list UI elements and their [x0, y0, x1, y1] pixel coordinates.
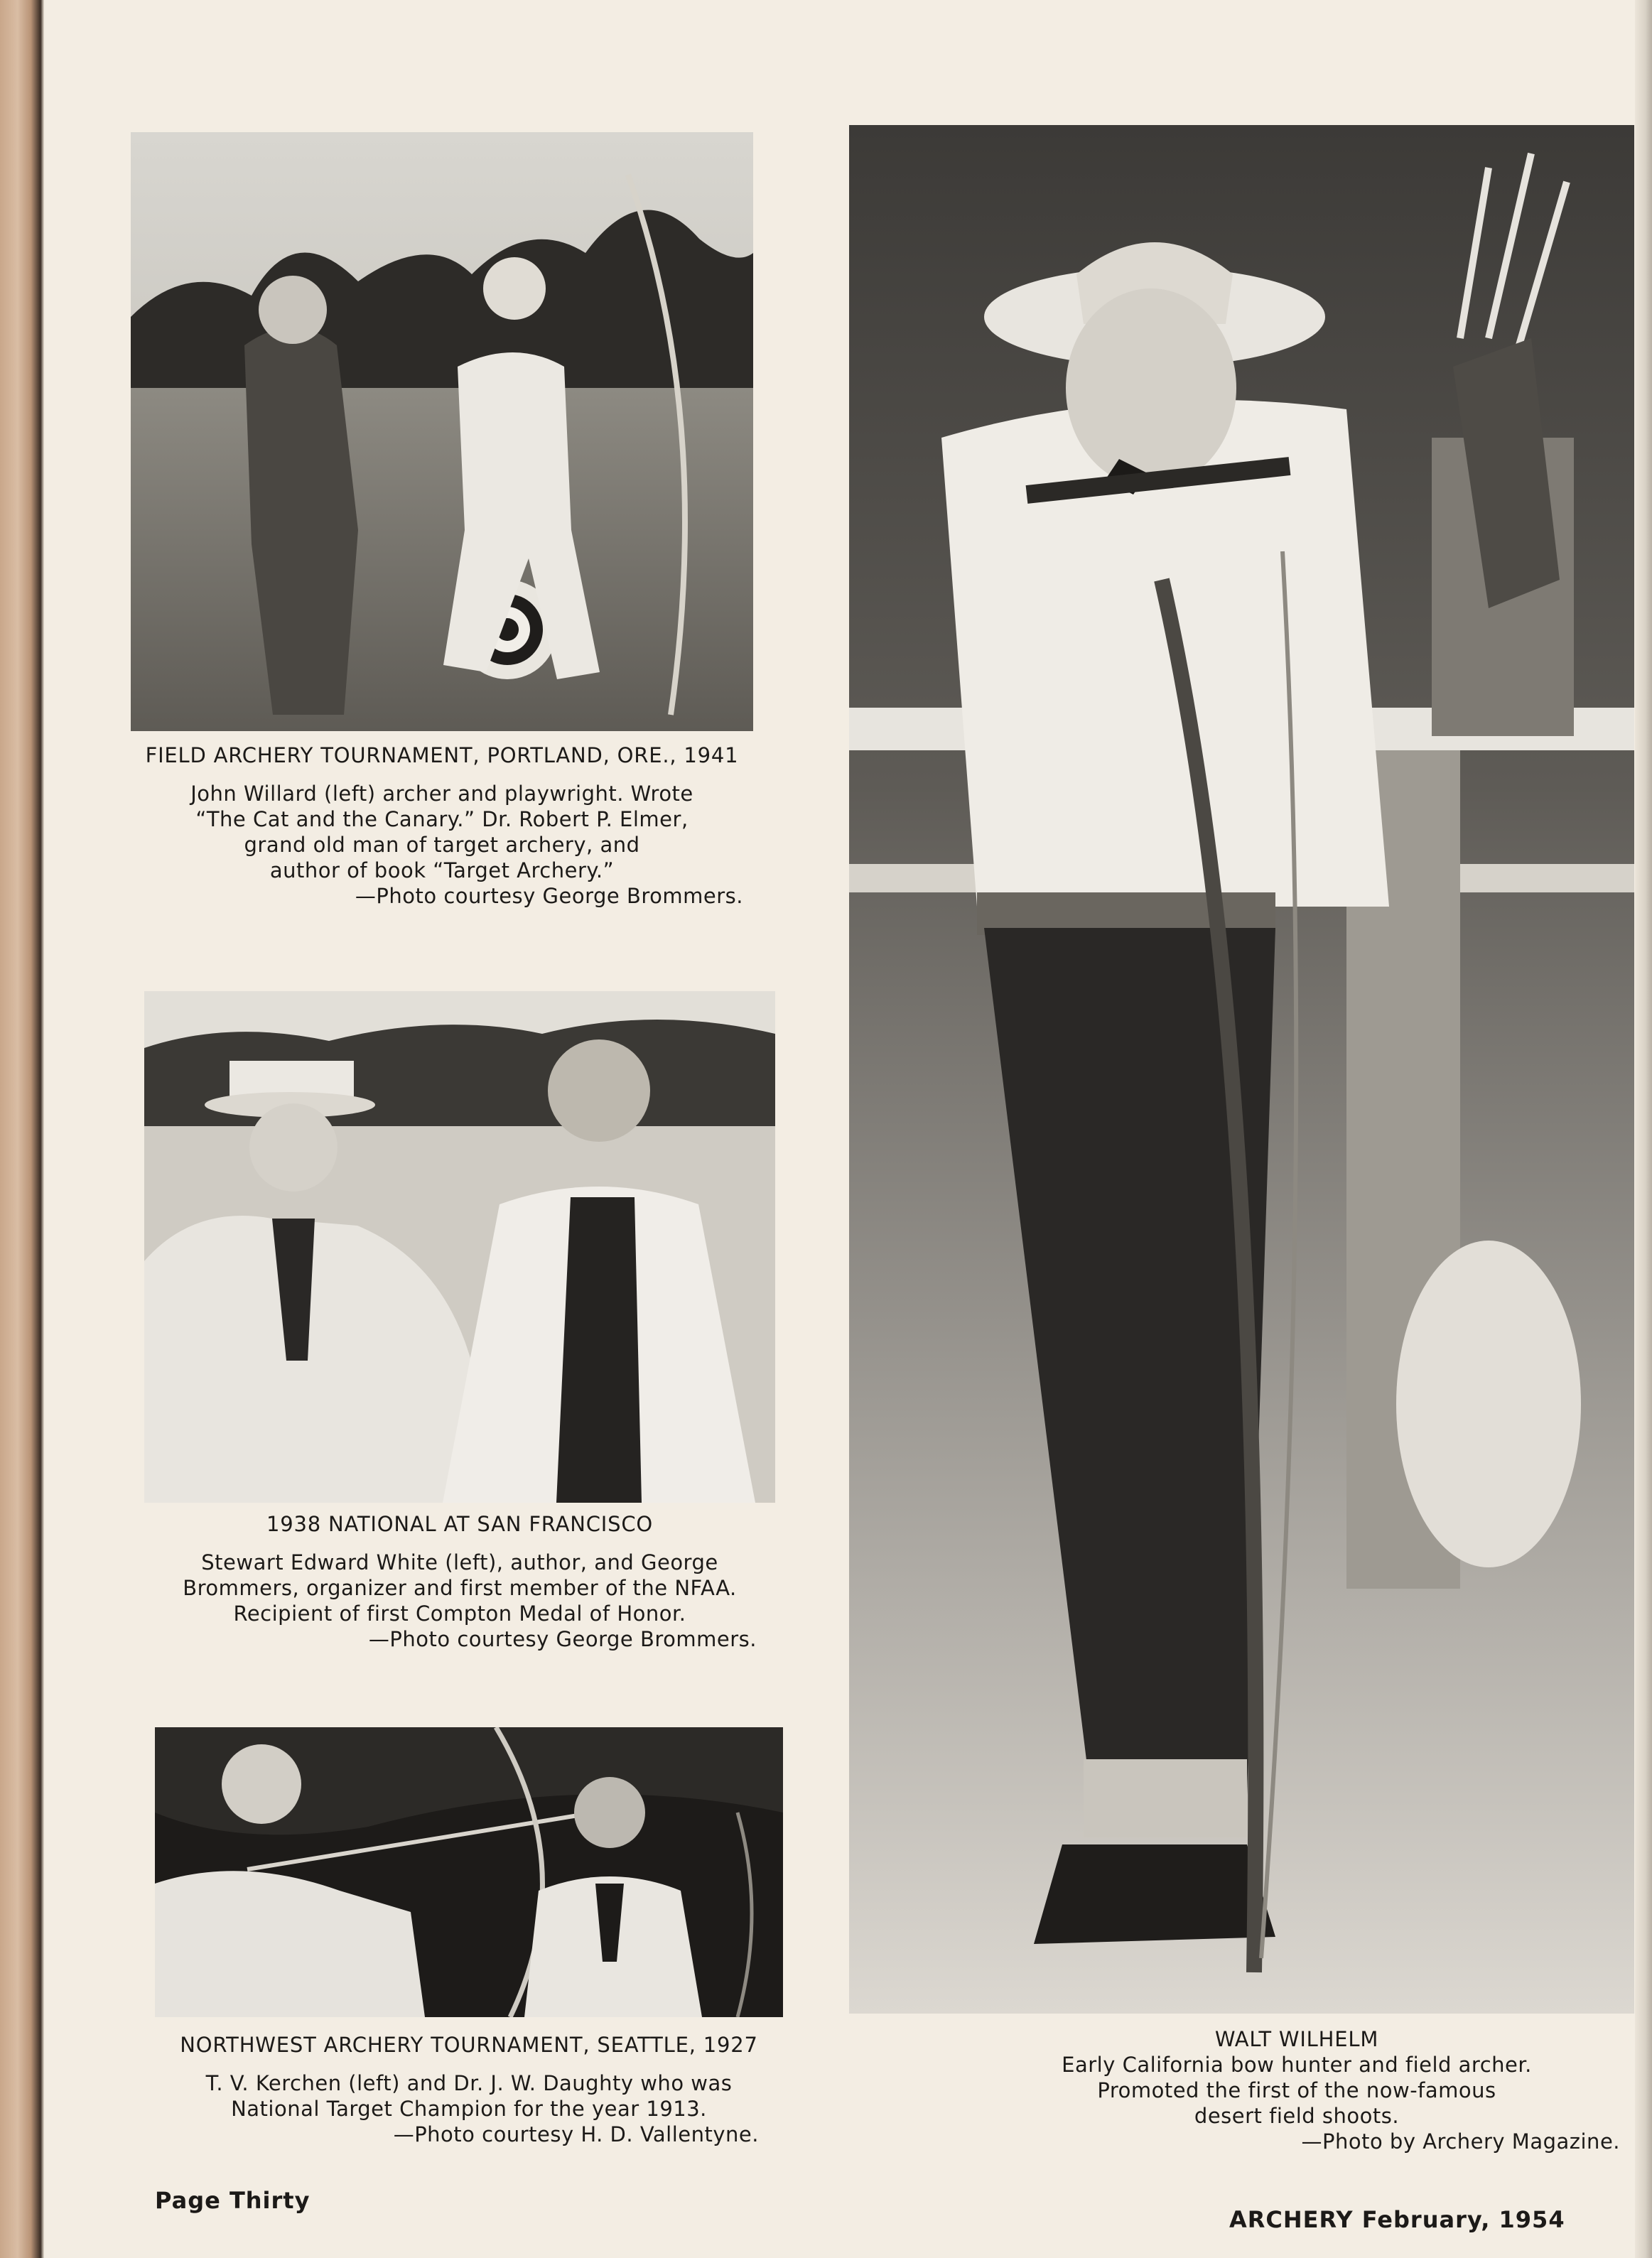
caption-line: Early California bow hunter and field archer. [1062, 2053, 1532, 2077]
page-binding-edge [0, 0, 44, 2258]
caption-line: author of book “Target Archery.” [269, 858, 615, 882]
caption-portland-1941 [131, 742, 753, 909]
caption-line: Recipient of first Compton Medal of Honor. [233, 1601, 686, 1626]
caption-line: T. V. Kerchen (left) and Dr. J. W. Daughty who was [205, 2071, 733, 2095]
footer-magazine-issue: ARCHERY February, 1954 [1229, 2206, 1565, 2233]
caption-line: “The Cat and the Canary.” Dr. Robert P. Elmer, [195, 807, 689, 831]
photo-title: NORTHWEST ARCHERY TOURNAMENT, SEATTLE, 1927 [180, 2033, 758, 2057]
photo-title: WALT WILHELM [1214, 2027, 1379, 2051]
caption-line: desert field shoots. [1194, 2104, 1400, 2128]
photo-credit: —Photo courtesy George Brommers. [368, 1627, 757, 1651]
caption-san-francisco-1938 [144, 1511, 775, 1652]
photo-credit: —Photo courtesy George Brommers. [355, 884, 743, 908]
photo-credit: —Photo courtesy H. D. Vallentyne. [393, 2122, 759, 2146]
photo-credit: —Photo by Archery Magazine. [1301, 2129, 1620, 2154]
page-right-edge [1635, 0, 1652, 2258]
photo-seattle-1927 [155, 1727, 783, 2017]
photo-title: 1938 NATIONAL AT SAN FRANCISCO [266, 1512, 653, 1536]
photo-san-francisco-1938 [144, 991, 775, 1503]
photo-walt-wilhelm [849, 125, 1634, 2014]
caption-line: grand old man of target archery, and [244, 833, 640, 857]
caption-seattle-1927 [155, 2032, 783, 2147]
photo-title: FIELD ARCHERY TOURNAMENT, PORTLAND, ORE., 1941 [145, 743, 739, 767]
footer-page-label: Page Thirty [155, 2187, 311, 2214]
caption-line: Promoted the first of the now-famous [1097, 2078, 1496, 2102]
caption-walt-wilhelm [973, 2026, 1620, 2154]
photo-portland-1941 [131, 132, 753, 731]
caption-line: National Target Champion for the year 1913. [231, 2097, 707, 2121]
caption-line: John Willard (left) archer and playwright. Wrote [190, 782, 693, 806]
caption-line: Stewart Edward White (left), author, and George [201, 1550, 718, 1574]
caption-line: Brommers, organizer and first member of the NFAA. [183, 1576, 737, 1600]
